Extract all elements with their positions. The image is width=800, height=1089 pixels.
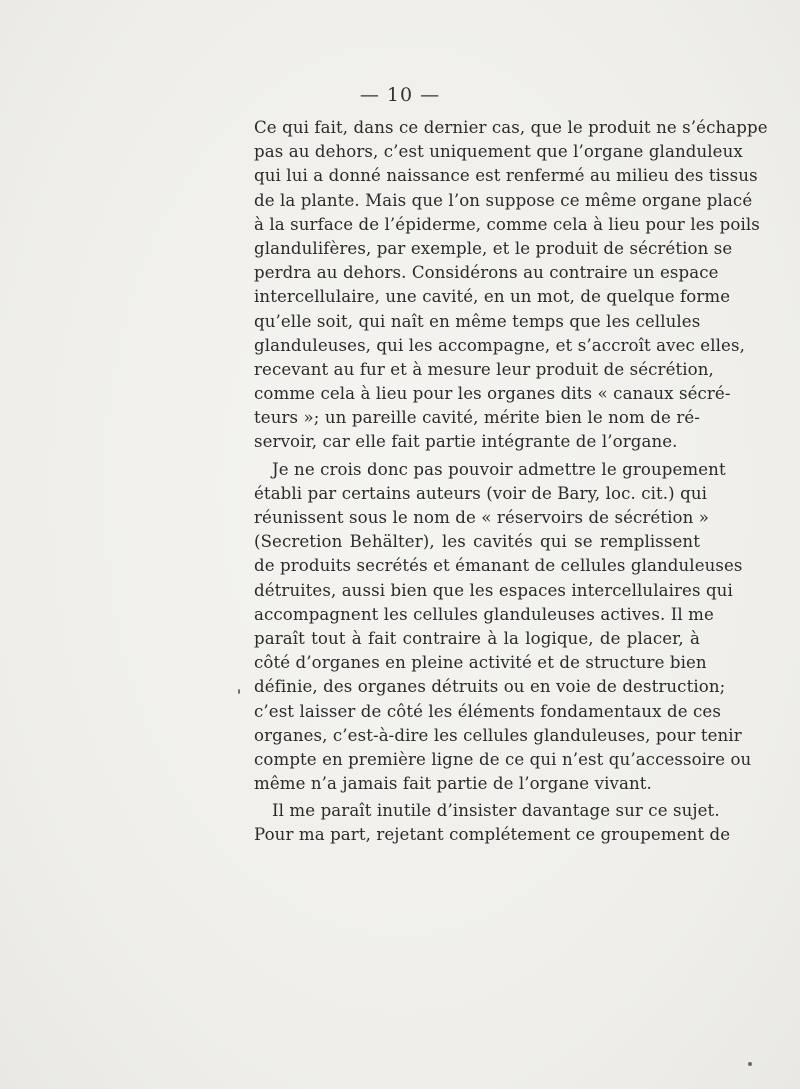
text-line: même n’a jamais fait partie de l’organe vivant. (254, 774, 652, 794)
scan-speck (238, 689, 240, 694)
text-line: glandulifères, par exemple, et le produit de sécrétion se (254, 238, 733, 258)
text-line: Il me paraît inutile d’insister davantage sur ce sujet. (272, 801, 720, 821)
text-line: servoir, car elle fait partie intégrante de l’organe. (254, 432, 678, 452)
text-line: recevant au fur et à mesure leur produit de sécrétion, (254, 359, 714, 379)
paragraph-3 (254, 799, 731, 847)
text-line: détruites, aussi bien que les espaces intercellulaires qui (254, 580, 733, 600)
text-line: paraît tout à fait contraire à la logique, de placer, à (254, 628, 700, 648)
text-line: compte en première ligne de ce qui n’est qu’accessoire ou (254, 749, 752, 769)
text-line: de la plante. Mais que l’on suppose ce même organe placé (254, 190, 753, 210)
text-line: définie, des organes détruits ou en voie de destruction; (254, 677, 726, 697)
text-line: c’est laisser de côté les éléments fondamentaux de ces (254, 701, 721, 721)
text-line: qui lui a donné naissance est renfermé au milieu des tissus (254, 166, 758, 186)
text-line: à la surface de l’épiderme, comme cela à lieu pour les poils (254, 214, 760, 234)
text-line: organes, c’est-à-dire les cellules glanduleuses, pour tenir (254, 725, 742, 745)
text-line: établi par certains auteurs (voir de Bary, loc. cit.) qui (254, 483, 708, 503)
text-line: accompagnent les cellules glanduleuses actives. Il me (254, 604, 714, 624)
body-text (254, 116, 768, 848)
text-line: teurs »; un pareille cavité, mérite bien le nom de ré- (254, 408, 700, 428)
page-number: — 10 — (359, 84, 441, 106)
text-line: côté d’organes en pleine activité et de structure bien (254, 653, 707, 673)
text-line: Ce qui fait, dans ce dernier cas, que le produit ne s’échappe (254, 118, 768, 137)
text-line: intercellulaire, une cavité, en un mot, de quelque forme (254, 287, 731, 307)
text-line: Pour ma part, rejetant complétement ce groupement de (254, 825, 731, 845)
text-line: perdra au dehors. Considérons au contraire un espace (254, 263, 719, 283)
text-line: qu’elle soit, qui naît en même temps que les cellules (254, 311, 701, 331)
paragraph-2 (254, 458, 752, 797)
text-line: pas au dehors, c’est uniquement que l’organe glanduleux (254, 142, 743, 162)
text-line: (Secretion Behälter), les cavités qui se remplissent (254, 532, 700, 552)
text-line: de produits secrétés et émanant de cellules glanduleuses (254, 556, 743, 576)
text-line: Je ne crois donc pas pouvoir admettre le groupement (272, 459, 726, 479)
text-line: glanduleuses, qui les accompagne, et s’accroît avec elles, (254, 335, 745, 355)
text-line: réunissent sous le nom de « réservoirs de sécrétion » (254, 508, 710, 527)
text-line: comme cela à lieu pour les organes dits « canaux sécré- (254, 384, 731, 404)
scan-speck (748, 1062, 752, 1066)
paragraph-1 (254, 116, 768, 455)
